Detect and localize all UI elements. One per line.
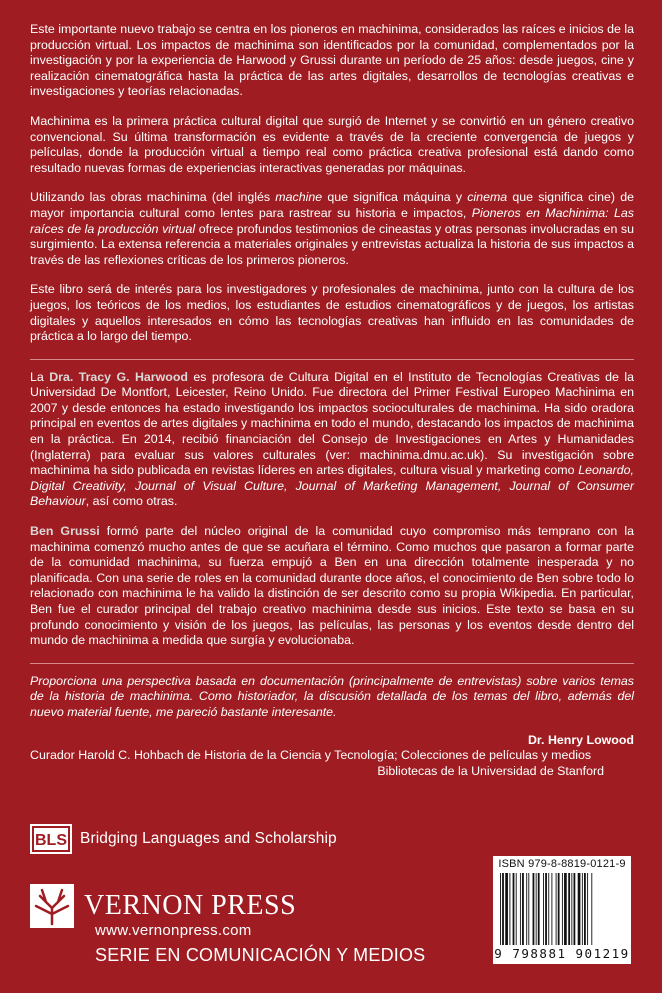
barcode-bar	[520, 873, 521, 945]
barcode-bar	[582, 873, 583, 945]
barcode-bar	[551, 873, 552, 945]
endorser-title: Curador Harold C. Hohbach de Historia de la Ciencia y Tecnología; Colecciones de películas y medios	[30, 748, 592, 763]
author-name-harwood: Dra. Tracy G. Harwood	[49, 369, 188, 384]
endorser-name: Dr. Henry Lowood	[527, 732, 634, 747]
barcode-bar	[578, 873, 581, 945]
barcode-bar	[587, 873, 588, 945]
barcode-bar	[545, 873, 547, 945]
barcode-bar	[548, 873, 549, 945]
barcode-bar	[543, 873, 544, 945]
divider	[30, 359, 634, 360]
barcode-bar	[526, 873, 527, 945]
barcode-bar	[584, 873, 586, 945]
barcode-bar	[568, 873, 570, 945]
barcode-bar	[571, 873, 572, 945]
back-cover-text	[30, 22, 634, 779]
barcode-bar	[500, 873, 501, 945]
barcode-bar	[558, 873, 560, 945]
series-logo	[30, 824, 337, 854]
barcode-bar	[574, 873, 576, 945]
barcode-digits: 9 798881 901219	[494, 946, 630, 961]
barcode-bar	[562, 873, 563, 945]
barcode-bar	[522, 873, 524, 945]
barcode-bars	[500, 873, 624, 945]
description-paragraph-4: Este libro será de interés para los investigadores y profesionales de machinima, junto con la cultura de los juegos, los teóricos de los medios, los estudiantes de estudios cinematográficos y de juegos, los artistas digitales y aquellos interesados en cómo las tecnologías creativas han influido en las comunidades de práctica a lo largo del tiempo.	[30, 282, 634, 344]
tree-icon	[30, 884, 74, 928]
barcode-bar	[502, 873, 504, 945]
barcode-bar	[528, 873, 529, 945]
barcode-bar	[536, 873, 537, 945]
publisher-url: www.vernonpress.com	[95, 922, 252, 939]
bls-logo-icon	[30, 824, 72, 854]
publisher-name: VERNON PRESS	[84, 890, 297, 921]
endorser-affiliation: Bibliotecas de la Universidad de Stanford	[377, 763, 604, 778]
barcode-bar	[513, 873, 515, 945]
barcode	[493, 856, 631, 964]
barcode-bar	[509, 873, 510, 945]
svg-text:BLS: BLS	[35, 832, 67, 849]
isbn-label: ISBN 979-8-8819-0121-9	[498, 858, 626, 870]
author-bio-grussi: Ben Grussi formó parte del núcleo original de la comunidad cuyo compromiso más temprano con la machinima comenzó mucho antes de que se acuñara el término. Como muchos que pasaron a formar parte de la comunidad machinima, su fuerza empujó a Ben en una dirección totalmente inesperada y no planificada. Con una serie de roles en la comunidad durante doce años, el conocimiento de Ben sobre todo lo relacionado con machinima le ha valido la distinción de ser descrito como su propia Wikipedia. En particular, Ben fue el curador principal del trabajo creativo machinima desde sus inicios. Este texto se basa en su profundo conocimiento y visión de los juegos, las películas, las personas y los eventos desde dentro del mundo de machinima a medida que surgía y evolucionaba.	[30, 524, 634, 648]
barcode-bar	[591, 873, 592, 945]
barcode-bar	[516, 873, 517, 945]
series-name: SERIE EN COMUNICACIÓN Y MEDIOS	[95, 945, 426, 965]
barcode-bar	[538, 873, 540, 945]
author-name-grussi: Ben Grussi	[30, 524, 100, 539]
barcode-bar	[533, 873, 535, 945]
barcode-bar	[505, 873, 508, 945]
divider	[30, 663, 634, 664]
author-bio-harwood: La Dra. Tracy G. Harwood es profesora de Cultura Digital en el Instituto de Tecnologías Creativas de la Universidad De Montfort, Leicester, Reino Unido. Fue directora del Primer Festival Europeo Machinima en 2007 y desde entonces ha estado investigando los impactos socioculturales de machinima. Ha sido oradora principal en eventos de artes digitales y machinima en todo el mundo, destacando los impactos de machinima en la práctica. En 2014, recibió financiación del Consejo de Investigaciones en Artes y Humanidades (Inglaterra) para evaluar sus valores culturales (ver: machinima.dmu.ac.uk). Su investigación sobre machinima ha sido publicada en revistas líderes en artes digitales, cultura visual y marketing como Leonardo, Digital Creativity, Journal of Visual Culture, Journal of Marketing Management, Journal of Consumer Behaviour, así como otras.	[30, 369, 634, 509]
series-logo-text: Bridging Languages and Scholarship	[80, 830, 337, 847]
barcode-bar	[556, 873, 557, 945]
description-paragraph-1: Este importante nuevo trabajo se centra en los pioneros en machinima, considerados las raíces e inicios de la producción virtual. Los impactos de machinima son identificados por la comunidad, complementados por la investigación y por la experiencia de Harwood y Grussi durante un período de 25 años: desde juegos, cine y realización cinematográfica hasta la práctica de las artes digitales, desarrollos de tecnologías creativas e investigaciones y teorías relacionadas.	[30, 22, 634, 99]
description-paragraph-2: Machinima es la primera práctica cultural digital que surgió de Internet y se convirtió en un género creativo convencional. Su última transformación es evidente a través de la creciente convergencia de juegos y películas, donde la producción virtual a tiempo real como práctica creativa profesional está dando como resultado nuevas formas de experiencias interactivas generadas por máquinas.	[30, 113, 634, 175]
description-paragraph-3: Utilizando las obras machinima (del inglés machine que significa máquina y cinema que significa cine) de mayor importancia cultural como lentes para rastrear su historia e impactos, Pioneros en Machinima: Las raíces de la producción virtual ofrece profundos testimonios de cineastas y otras personas involucradas en su surgimiento. La extensa referencia a materiales originales y entrevistas actualiza la historia de sus impactos a través de las reflexiones críticas de los primeros pioneros.	[30, 190, 635, 267]
barcode-bar	[564, 873, 567, 945]
endorsement-quote: Proporciona una perspectiva basada en documentación (principalmente de entrevistas) sobre varios temas de la historia de machinima. Como historiador, la discusión detallada de los temas del libro, además del nuevo material fuente, me pareció bastante interesante.	[30, 673, 634, 719]
